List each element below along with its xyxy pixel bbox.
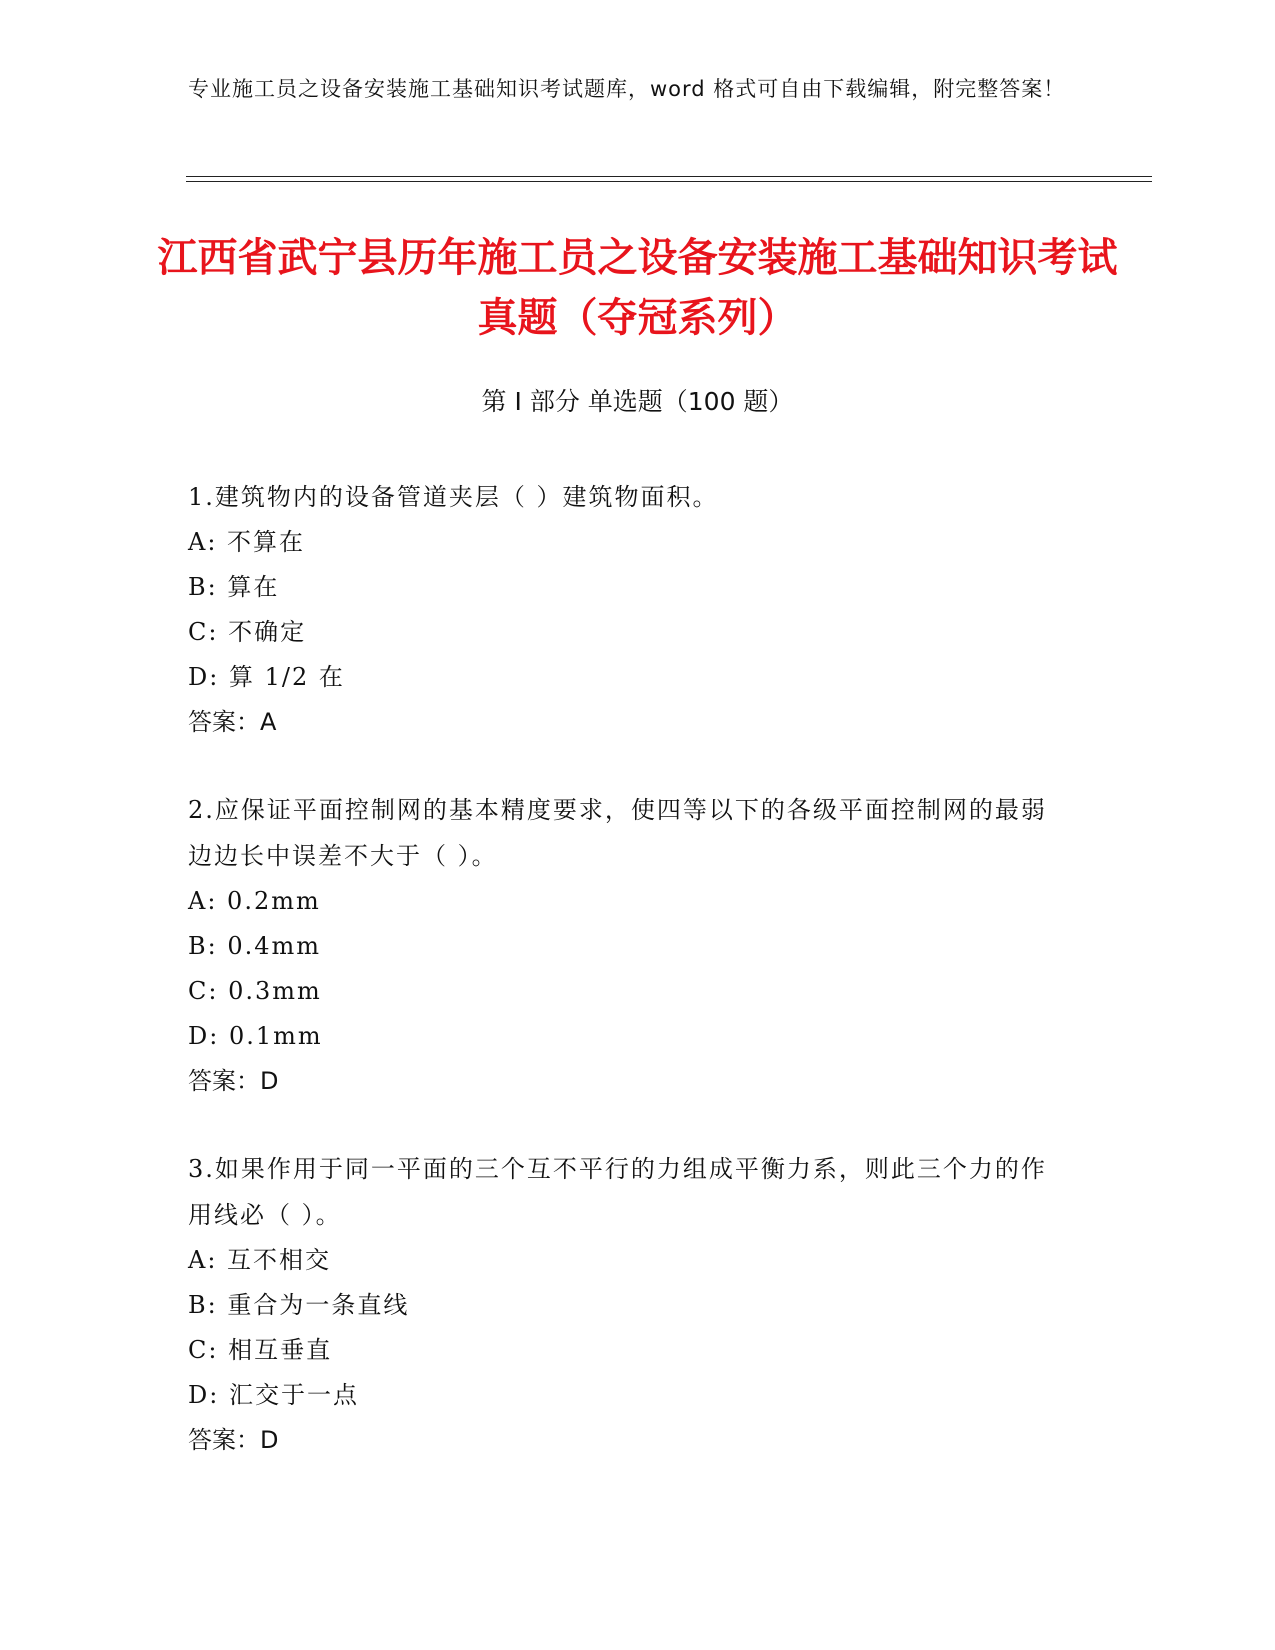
- document-title: 江西省武宁县历年施工员之设备安装施工基础知识考试真题（夺冠系列）: [157, 235, 1118, 341]
- option-d: D: 算 1/2 在: [188, 663, 345, 691]
- question-stem: 3.如果作用于同一平面的三个互不平行的力组成平衡力系，则此三个力的作用线必（ ）。: [188, 1155, 1047, 1229]
- answer: 答案：A: [188, 708, 277, 736]
- option-b: B: 0.4mm: [188, 932, 322, 960]
- question-2: [188, 787, 1068, 1104]
- option-d: D: 汇交于一点: [188, 1381, 359, 1409]
- option-c: C: 0.3mm: [188, 977, 322, 1005]
- answer: 答案：D: [188, 1067, 279, 1095]
- option-a: A: 不算在: [188, 528, 306, 556]
- question-1: [188, 474, 1068, 745]
- option-a: A: 互不相交: [188, 1246, 332, 1274]
- question-stem: 1.建筑物内的设备管道夹层（ ）建筑物面积。: [188, 483, 719, 511]
- question-stem: 2.应保证平面控制网的基本精度要求，使四等以下的各级平面控制网的最弱边边长中误差不大于（ ）。: [188, 796, 1047, 870]
- option-d: D: 0.1mm: [188, 1022, 323, 1050]
- question-list: [188, 474, 1068, 1505]
- option-c: C: 不确定: [188, 618, 307, 646]
- option-b: B: 重合为一条直线: [188, 1291, 410, 1319]
- option-c: C: 相互垂直: [188, 1336, 333, 1364]
- header-divider-bottom: [186, 181, 1152, 182]
- section-title: 第 I 部分 单选题（100 题）: [481, 387, 794, 416]
- answer: 答案：D: [188, 1426, 279, 1454]
- option-a: A: 0.2mm: [188, 887, 321, 915]
- header-divider-top: [186, 176, 1152, 177]
- question-3: [188, 1146, 1068, 1463]
- header-note: 专业施工员之设备安装施工基础知识考试题库，word 格式可自由下载编辑，附完整答案！: [188, 77, 1066, 101]
- option-b: B: 算在: [188, 573, 280, 601]
